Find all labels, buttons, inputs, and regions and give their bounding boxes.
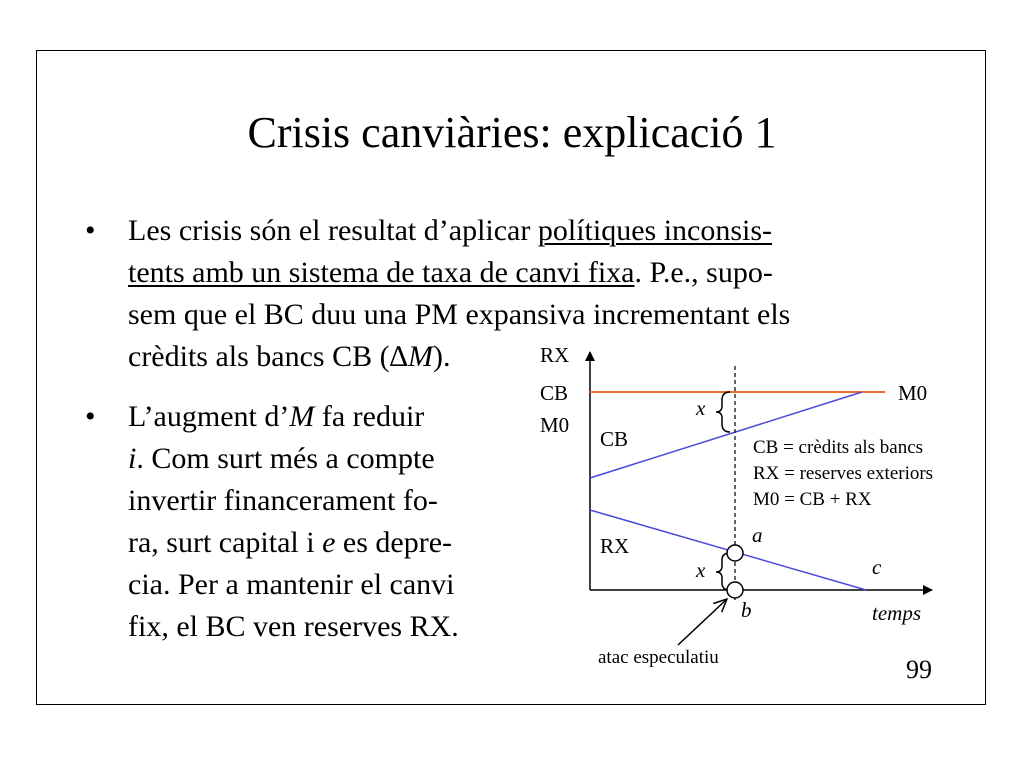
- text-run: M: [289, 400, 315, 433]
- y-axis-label-rx: RX: [540, 343, 570, 367]
- y-axis-label-m0: M0: [540, 413, 570, 437]
- cb-line-label: CB: [600, 427, 629, 451]
- text-run: . Com surt més a compte: [136, 442, 435, 475]
- legend-m0: M0 = CB + RX: [753, 489, 872, 510]
- attack-arrow: [678, 599, 727, 645]
- y-axis-label-cb: CB: [540, 381, 569, 405]
- text-run: es depre-: [335, 526, 453, 559]
- bullet-marker: •: [85, 214, 96, 247]
- text-run: fix, el BC ven reserves RX.: [128, 610, 459, 643]
- lower-brace: [716, 553, 730, 590]
- text-run: polítiques inconsis-: [537, 214, 773, 247]
- slide-title: Crisis canviàries: explicació 1: [247, 108, 777, 157]
- point-c-label: c: [872, 555, 882, 579]
- point-b-marker: [727, 582, 743, 598]
- upper-brace: [716, 392, 730, 432]
- point-a-label: a: [752, 523, 763, 547]
- bullet-marker: •: [85, 400, 96, 433]
- text-run: ).: [432, 340, 451, 373]
- legend-cb: CB = crèdits als bancs: [753, 437, 924, 458]
- upper-x-label: x: [696, 396, 706, 420]
- page-number: 99: [906, 655, 932, 684]
- text-run: Les crisis són el resultat d’aplicar: [128, 214, 538, 247]
- text-run: crèdits als bancs CB (: [128, 340, 390, 373]
- text-run: invertir financerament fo-: [128, 484, 438, 517]
- text-run: . P.e., supo-: [634, 256, 773, 289]
- text-run: sem que el BC duu una PM expansiva incrementant els: [128, 298, 791, 331]
- attack-label: atac especulatiu: [598, 647, 719, 668]
- m0-line-label: M0: [898, 381, 928, 405]
- point-a-marker: [727, 545, 743, 561]
- text-run: L’augment d’: [128, 400, 290, 433]
- text-run: e: [322, 526, 336, 559]
- text-run: tents amb un sistema de taxa de canvi fixa: [128, 256, 635, 289]
- text-run: fa reduir: [314, 400, 425, 433]
- lower-x-label: x: [696, 558, 706, 582]
- legend-rx: RX = reserves exteriors: [753, 463, 934, 484]
- text-run: ra, surt capital i: [128, 526, 323, 559]
- x-axis-label: temps: [872, 601, 921, 625]
- text-run: cia. Per a mantenir el canvi: [128, 568, 455, 601]
- text-run: ∆: [389, 340, 408, 373]
- text-run: M: [407, 340, 433, 373]
- text-run: i: [128, 442, 137, 475]
- point-b-label: b: [741, 598, 752, 622]
- rx-line-label: RX: [600, 534, 630, 558]
